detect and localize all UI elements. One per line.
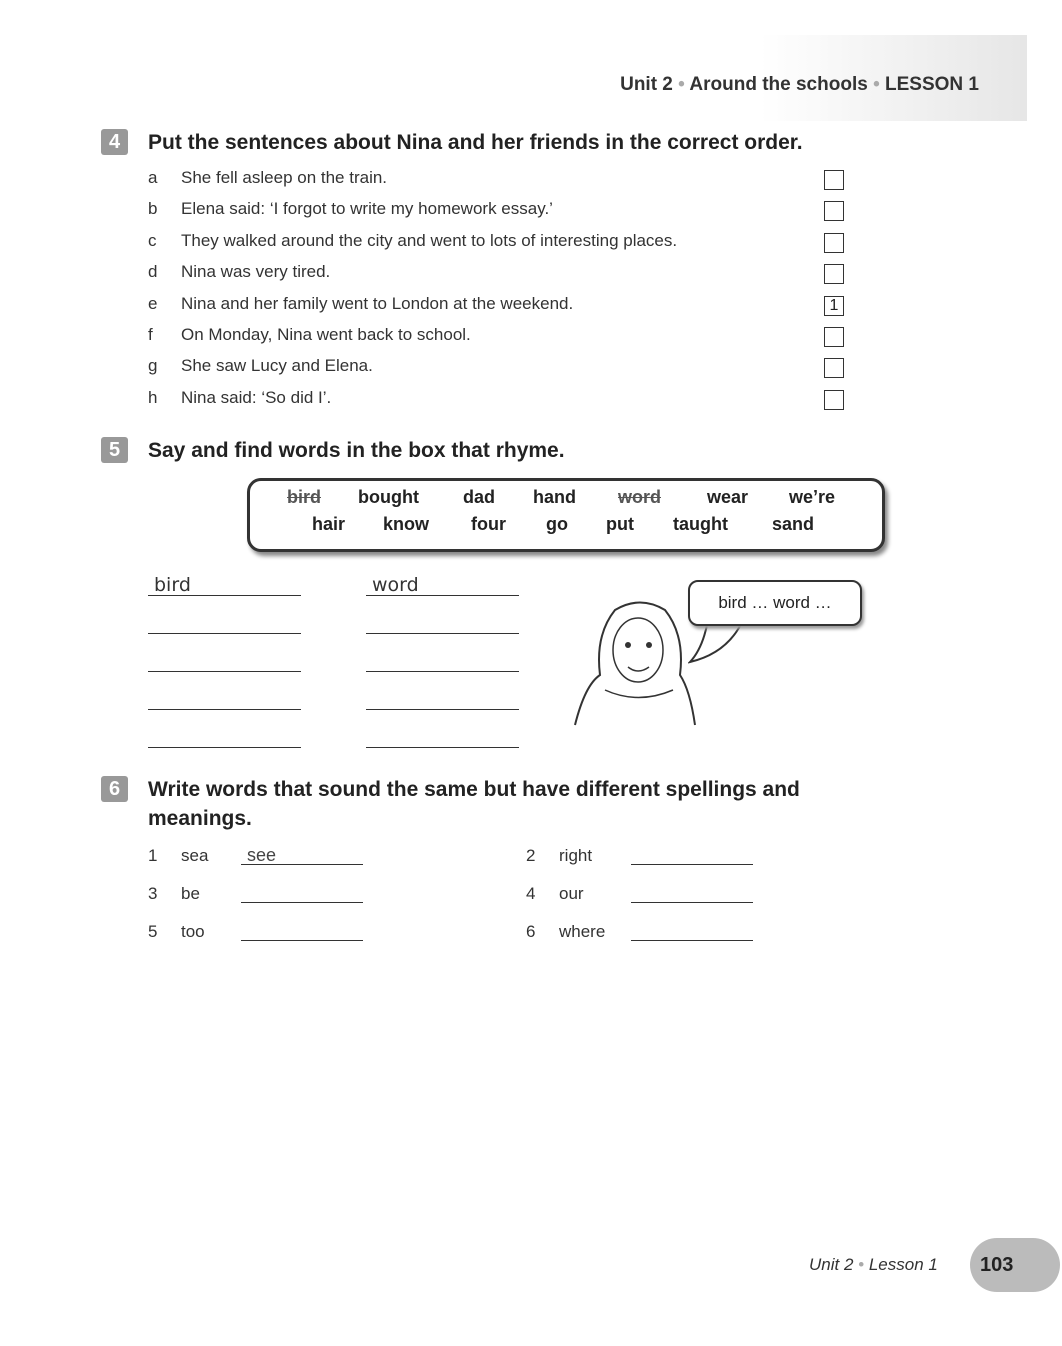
question-word: be bbox=[181, 884, 200, 903]
question-word: our bbox=[559, 884, 584, 903]
exercise-title: Write words that sound the same but have different spellings and meanings. bbox=[148, 778, 800, 830]
list-item bbox=[148, 356, 373, 376]
box-word: put bbox=[606, 514, 634, 534]
box-word: four bbox=[471, 514, 506, 534]
box-word: go bbox=[546, 514, 568, 534]
question-number: 2 bbox=[526, 846, 536, 865]
exercise-title: Put the sentences about Nina and her friends in the correct order. bbox=[148, 131, 803, 154]
list-item bbox=[148, 168, 387, 188]
list-item bbox=[148, 199, 553, 219]
item-text: Nina said: ‘So did I’. bbox=[181, 387, 332, 407]
footer-text: Unit 2 • Lesson 1 bbox=[809, 1255, 938, 1274]
answer-line[interactable] bbox=[366, 612, 519, 634]
question-number: 6 bbox=[526, 922, 536, 941]
item-letter: e bbox=[148, 293, 158, 313]
answer-line[interactable] bbox=[148, 612, 301, 634]
question-number: 3 bbox=[148, 884, 158, 903]
question-number: 5 bbox=[148, 922, 158, 941]
box-word: hand bbox=[533, 487, 576, 507]
box-word: taught bbox=[673, 514, 728, 534]
answer-line[interactable]: bird bbox=[148, 574, 301, 596]
item-text: On Monday, Nina went back to school. bbox=[181, 325, 471, 344]
item-letter: c bbox=[148, 230, 157, 250]
box-word: hair bbox=[312, 514, 346, 534]
answer-line[interactable]: see bbox=[241, 845, 363, 865]
item-text: She saw Lucy and Elena. bbox=[181, 356, 373, 376]
question-word: where bbox=[559, 922, 606, 941]
answer-line[interactable] bbox=[148, 726, 301, 748]
answer-line[interactable] bbox=[366, 726, 519, 748]
item-text: Elena said: ‘I forgot to write my homework essay.’ bbox=[181, 199, 553, 219]
question-number: 4 bbox=[526, 884, 536, 903]
order-checkbox[interactable]: 1 bbox=[824, 296, 844, 316]
answer-line[interactable] bbox=[148, 688, 301, 710]
answer-line[interactable] bbox=[148, 650, 301, 672]
answer-line[interactable] bbox=[241, 921, 363, 941]
answer-line[interactable] bbox=[631, 845, 753, 865]
item-text: Nina and her family went to London at the weekend. bbox=[181, 293, 574, 313]
item-letter: f bbox=[148, 325, 153, 344]
box-word: wear bbox=[707, 487, 749, 507]
answer-line[interactable] bbox=[366, 688, 519, 710]
answer-line[interactable] bbox=[631, 883, 753, 903]
answer-line[interactable] bbox=[366, 650, 519, 672]
answer-line[interactable]: word bbox=[366, 574, 519, 596]
box-word: bird bbox=[287, 487, 321, 507]
order-checkbox[interactable] bbox=[824, 264, 844, 284]
exercise-number: 4 bbox=[101, 129, 128, 155]
order-checkbox[interactable] bbox=[824, 358, 844, 378]
answer-line[interactable] bbox=[631, 921, 753, 941]
item-text: Nina was very tired. bbox=[181, 262, 331, 282]
box-word: sand bbox=[772, 514, 815, 534]
item-letter: h bbox=[148, 387, 158, 407]
box-word: we’re bbox=[789, 487, 836, 507]
box-word: bought bbox=[358, 487, 419, 507]
order-checkbox[interactable] bbox=[824, 390, 844, 410]
item-letter: d bbox=[148, 262, 158, 282]
header-title: Unit 2 • Around the schools • LESSON 1 bbox=[620, 74, 979, 95]
list-item bbox=[148, 388, 331, 408]
question-word: right bbox=[559, 846, 593, 865]
box-word: know bbox=[383, 514, 430, 534]
exercise-title: Say and find words in the box that rhyme. bbox=[148, 439, 565, 462]
item-text: They walked around the city and went to lots of interesting places. bbox=[181, 230, 678, 250]
list-item bbox=[148, 262, 330, 282]
page-number: 103 bbox=[970, 1238, 1060, 1292]
order-checkbox[interactable] bbox=[824, 327, 844, 347]
question-number: 1 bbox=[148, 846, 158, 865]
item-letter: b bbox=[148, 199, 158, 219]
answer-line[interactable] bbox=[241, 883, 363, 903]
order-checkbox[interactable] bbox=[824, 201, 844, 221]
girl-illustration bbox=[565, 595, 705, 730]
item-letter: a bbox=[148, 168, 158, 187]
list-item bbox=[148, 231, 677, 251]
item-text: She fell asleep on the train. bbox=[181, 168, 388, 187]
speech-bubble: bird … word … bbox=[688, 580, 862, 626]
list-item bbox=[148, 294, 573, 314]
order-checkbox[interactable] bbox=[824, 233, 844, 253]
box-word: word bbox=[618, 487, 661, 507]
exercise-number: 6 bbox=[101, 776, 128, 802]
list-item bbox=[148, 325, 471, 345]
question-word: sea bbox=[181, 846, 209, 865]
exercise-number: 5 bbox=[101, 437, 128, 463]
item-letter: g bbox=[148, 356, 158, 376]
order-checkbox[interactable] bbox=[824, 170, 844, 190]
question-word: too bbox=[181, 922, 205, 941]
box-word: dad bbox=[463, 487, 496, 507]
